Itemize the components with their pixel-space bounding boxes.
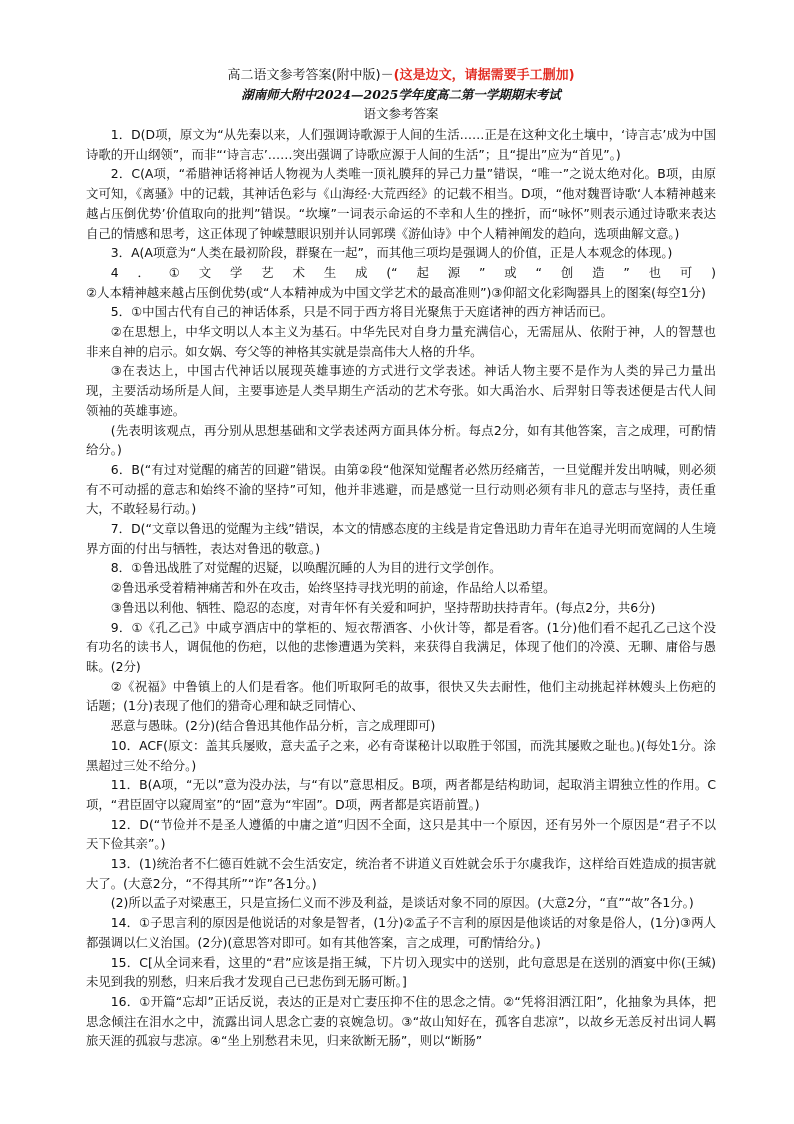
- answer-paragraph: 12．D(“节俭并不是圣人遵循的中庸之道”归因不全面，这只是其中一个原因，还有另外一个原因是“君子不以天下俭其亲”。): [86, 816, 716, 852]
- answer-paragraph: ②人本精神越来越占压倒优势(或“人本精神成为中国文学艺术的最高准则”)③仰韶文化彩陶器具上的图案(每空1分): [86, 284, 706, 300]
- answer-paragraph: 恶意与愚昧。(2分)(结合鲁迅其他作品分析，言之成理即可): [110, 718, 436, 734]
- answer-paragraph: ②《祝福》中鲁镇上的人们是看客。他们听取阿毛的故事，很快又失去耐性，他们主动挑起祥林嫂头上伤疤的话题；(1分)表现了他们的猎奇心理和缺乏同情心、: [86, 678, 716, 714]
- answer-paragraph: 13．(1)统治者不仁德百姓就不会生活安定，统治者不讲道义百姓就会乐于尔虞我诈，这样给百姓造成的损害就大了。(大意2分，“不得其所”“诈”各1分。): [86, 856, 716, 891]
- answer-paragraph: 6．B(“有过对觉醒的痛苦的回避”错误。由第②段“他深知觉醒者必然历经痛苦，一旦觉醒并发出呐喊，则必须有不可动摇的意志和始终不渝的坚持”可知，他并非逃避，而是感觉一旦行动则必须有非凡的意志与坚持，责任重大，不敢轻易行动。): [86, 461, 716, 517]
- answer-paragraph: 4．①文学艺术生成(“起源”或“创造”也可): [110, 264, 716, 280]
- answer-paragraph: 11．B(A项，“无以”意为没办法，与“有以”意思相反。B项，两者都是结构助词，起取消主谓独立性的作用。C项，“君臣固守以窥周室”的“固”意为“牢固”。D项，两者都是宾语前置。): [86, 777, 716, 812]
- answer-paragraph: 5．①中国古代有自己的神话体系，只是不同于西方将目光聚焦于天庭诸神的西方神话而已。: [110, 304, 614, 320]
- header-warning: (这是边文，请据需要手工删加): [393, 68, 575, 83]
- answer-paragraph: 10．ACF(原文：盖其兵屡败，意夫孟子之来，必有奇谋秘计以取胜于邻国，而洗其屡败之耻也。)(每处1分。涂黑超过三处不给分。): [86, 737, 716, 773]
- header-title: 高二语文参考答案(附中版)－: [227, 68, 394, 83]
- answer-paragraph: ③在表达上，中国古代神话以展现英雄事迹的方式进行文学表述。神话人物主要不是作为人类的异己力量出现，主要活动场所是人间，主要事迹是人类早期生产活动的艺术夸张。如大禹治水、后羿射日等表述便是古代人间领袖的英雄事迹。: [86, 363, 716, 418]
- answer-paragraph: 8．①鲁迅战胜了对觉醒的迟疑，以唤醒沉睡的人为目的进行文学创作。: [110, 560, 502, 576]
- answer-paragraph: 15．C[从全词来看，这里的“君”应该是指王缄，下片切入现实中的送别，此句意思是在送别的酒宴中你(王缄)未见到我的别愁，归来后我才发现自己已悲伤到无肠可断。]: [86, 954, 716, 990]
- answer-paragraph: 3．A(A项意为“人类在最初阶段，群聚在一起”，而其他三项均是强调人的价值，正是人本观念的体现。): [110, 245, 673, 261]
- answer-paragraph: ②鲁迅承受着精神痛苦和外在攻击，始终坚持寻找光明的前途，作品给人以希望。: [110, 580, 556, 596]
- answer-paragraph: 9．①《孔乙己》中咸亨酒店中的掌柜的、短衣帮酒客、小伙计等，都是看客。(1分)他们看不起孔乙己这个没有功名的读书人，调侃他的伤疤，以他的悲惨遭遇为笑料，来获得自我满足，体现了他们的冷漠、无聊、庸俗与愚昧。(2分): [86, 619, 716, 674]
- document-title: 语文参考答案: [363, 106, 439, 121]
- answer-body: [86, 125, 716, 1051]
- answer-paragraph: ②在思想上，中华文明以人本主义为基石。中华先民对自身力量充满信心，无需屈从、依附于神，人的智慧也非来自神的启示。如女娲、夸父等的神格其实就是崇高伟大人格的升华。: [86, 324, 716, 359]
- answer-paragraph: (2)所以孟子对梁惠王，只是宣扬仁义而不涉及利益，是谈话对象不同的原因。(大意2分，“直”“故”各1分。): [110, 895, 694, 911]
- document-header: [86, 66, 716, 85]
- answer-paragraph: 7．D(“文章以鲁迅的觉醒为主线”错误，本文的情感态度的主线是肯定鲁迅助力青年在追寻光明而宽阔的人生境界方面的付出与牺牲，表达对鲁迅的敬意。): [86, 521, 716, 556]
- school-exam-line: 湖南师大附中2024—2025学年度高二第一学期期末考试: [241, 87, 561, 102]
- answer-paragraph: 1．D(D项，原文为“从先秦以来，人们强调诗歌源于人间的生活……正是在这种文化土壤中，‘诗言志’成为中国诗歌的开山纲领”，而非“‘诗言志’……突出强调了诗歌应源于人间的生活”；且“提出”应为“首见”。): [86, 127, 716, 162]
- answer-paragraph: 14．①子思言利的原因是他说话的对象是智者，(1分)②孟子不言利的原因是他谈话的对象是俗人，(1分)③两人都强调以仁义治国。(2分)(意思答对即可。如有其他答案，言之成理，可酌情给分。): [86, 915, 716, 950]
- answer-paragraph: 2．C(A项，“希腊神话将神话人物视为人类唯一顶礼膜拜的异己力量”错误，“唯一”之说太绝对化。B项，由原文可知，《离骚》中的记载，其神话色彩与《山海经·大荒西经》的记载不相当。D项，“他对魏晋诗歌‘人本精神越来越占压倒优势’价值取向的批判”错误。“坎壈”一词表示命运的不幸和人生的挫折，而“咏怀”则表示通过诗歌来表达自己的情感和思考，这正体现了钟嵘慧眼识别并认同郭璞《游仙诗》中个人精神阐发的趋向，选项曲解文意。): [86, 166, 716, 241]
- answer-paragraph: 16．①开篇“忘却”正话反说，表达的正是对亡妻压抑不住的思念之情。②“凭将泪洒江阳”，化抽象为具体，把思念倾注在泪水之中，流露出词人思念亡妻的哀婉急切。③“故山知好在，孤客自悲凉”，以故乡无恙反衬出词人羁旅天涯的孤寂与悲凉。④“坐上别愁君未见，归来欲断无肠”，则以“断肠”: [86, 993, 716, 1049]
- answer-paragraph: ③鲁迅以利他、牺牲、隐忍的态度，对青年怀有关爱和呵护，坚持帮助扶持青年。(每点2分，共6分): [110, 599, 656, 615]
- answer-paragraph: (先表明该观点，再分别从思想基础和文学表述两方面具体分析。每点2分，如有其他答案，言之成理，可酌情给分。): [86, 422, 716, 458]
